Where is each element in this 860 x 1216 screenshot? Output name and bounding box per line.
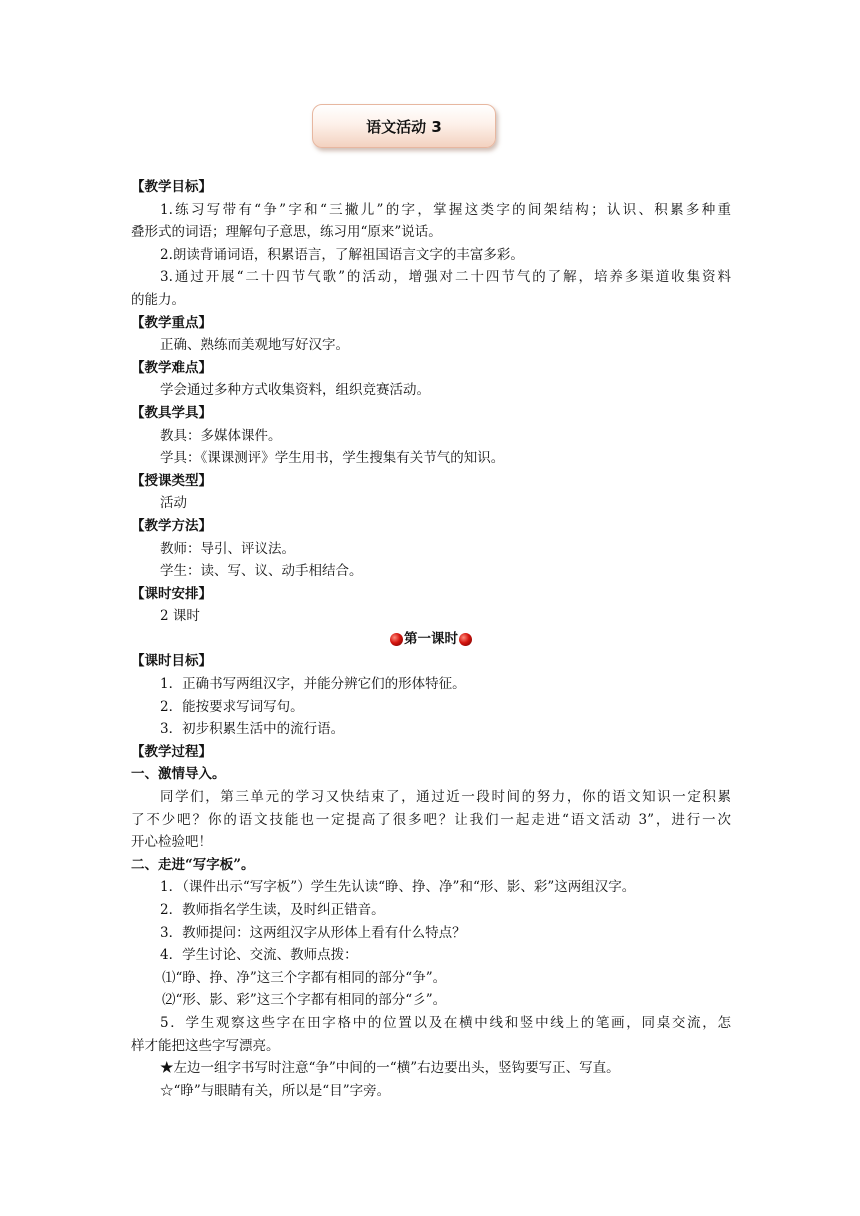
tools-teacher: 教具：多媒体课件。 <box>160 427 282 444</box>
heading-method: 【教学方法】 <box>131 517 212 534</box>
process-part-1-line-3: 开心检验吧！ <box>131 834 212 851</box>
lesson-goal-3: 3．初步积累生活中的流行语。 <box>160 721 345 738</box>
document-body <box>131 176 731 1102</box>
note-star-2: ☆“睁”与眼睛有关，所以是“目”字旁。 <box>160 1082 391 1099</box>
heading-difficulty: 【教学难点】 <box>131 359 212 376</box>
process-part-2-title: 二、走进“写字板”。 <box>131 856 255 873</box>
heading-schedule: 【课时安排】 <box>131 585 212 602</box>
lesson-one-label: 第一课时 <box>404 630 458 647</box>
schedule-text: 2 课时 <box>160 608 200 625</box>
step-5-line-2: 样才能把这些字写漂亮。 <box>131 1037 280 1054</box>
goal-1-line-2: 叠形式的词语；理解句子意思，练习用“原来”说话。 <box>131 224 442 241</box>
lesson-goal-2: 2．能按要求写词写句。 <box>160 698 304 715</box>
heading-focus: 【教学重点】 <box>131 314 212 331</box>
note-star-1: ★左边一组字书写时注意“争”中间的一“横”右边要出头，竖钩要写正、写直。 <box>160 1060 620 1077</box>
goal-1-line-1: 1.练习写带有“争”字和“三撇儿”的字，掌握这类字的间架结构；认识、积累多种重 <box>160 201 731 218</box>
heading-teaching-goals: 【教学目标】 <box>131 179 212 195</box>
heading-lesson-type: 【授课类型】 <box>131 472 212 489</box>
lesson-one-banner <box>131 628 731 651</box>
heading-process: 【教学过程】 <box>131 743 212 760</box>
difficulty-text: 学会通过多种方式收集资料，组织竞赛活动。 <box>160 382 430 399</box>
goal-3-line-2: 的能力。 <box>131 291 185 308</box>
step-4-a: ⑴“睁、挣、净”这三个字都有相同的部分“争”。 <box>162 969 447 986</box>
page-title: 语文活动 3 <box>312 104 496 148</box>
goal-2: 2.朗读背诵词语，积累语言，了解祖国语言文字的丰富多彩。 <box>160 246 524 263</box>
step-4: 4．学生讨论、交流、教师点拨： <box>160 947 358 964</box>
process-part-1-line-1: 同学们，第三单元的学习又快结束了，通过近一段时间的努力，你的语文知识一定积累 <box>160 789 731 806</box>
process-part-1-line-2: 了不少吧？你的语文技能也一定提高了很多吧？让我们一起走进“语文活动 3”，进行一次 <box>131 811 731 828</box>
step-3: 3．教师提问：这两组汉字从形体上看有什么特点？ <box>160 924 466 941</box>
red-ball-icon <box>390 633 403 646</box>
step-1: 1．（课件出示“写字板”）学生先认读“睁、挣、净”和“形、影、彩”这两组汉字。 <box>160 879 636 896</box>
focus-text: 正确、熟练而美观地写好汉字。 <box>160 337 349 354</box>
step-5-line-1: 5．学生观察这些字在田字格中的位置以及在横中线和竖中线上的笔画，同桌交流，怎 <box>160 1014 731 1031</box>
process-part-1-title: 一、激情导入。 <box>131 766 226 783</box>
red-ball-icon <box>459 633 472 646</box>
lesson-goal-1: 1．正确书写两组汉字，并能分辨它们的形体特征。 <box>160 676 466 693</box>
tools-student: 学具：《课课测评》学生用书，学生搜集有关节气的知识。 <box>160 450 505 467</box>
heading-tools: 【教具学具】 <box>131 404 212 421</box>
heading-lesson-goals: 【课时目标】 <box>131 653 212 670</box>
lesson-type-text: 活动 <box>160 495 187 512</box>
method-teacher: 教师：导引、评议法。 <box>160 540 295 557</box>
step-4-b: ⑵“形、影、彩”这三个字都有相同的部分“彡”。 <box>162 992 447 1009</box>
method-student: 学生：读、写、议、动手相结合。 <box>160 563 363 580</box>
step-2: 2．教师指名学生读，及时纠正错音。 <box>160 902 385 918</box>
goal-3-line-1: 3.通过开展“二十四节气歌”的活动，增强对二十四节气的了解，培养多渠道收集资料 <box>160 269 731 286</box>
